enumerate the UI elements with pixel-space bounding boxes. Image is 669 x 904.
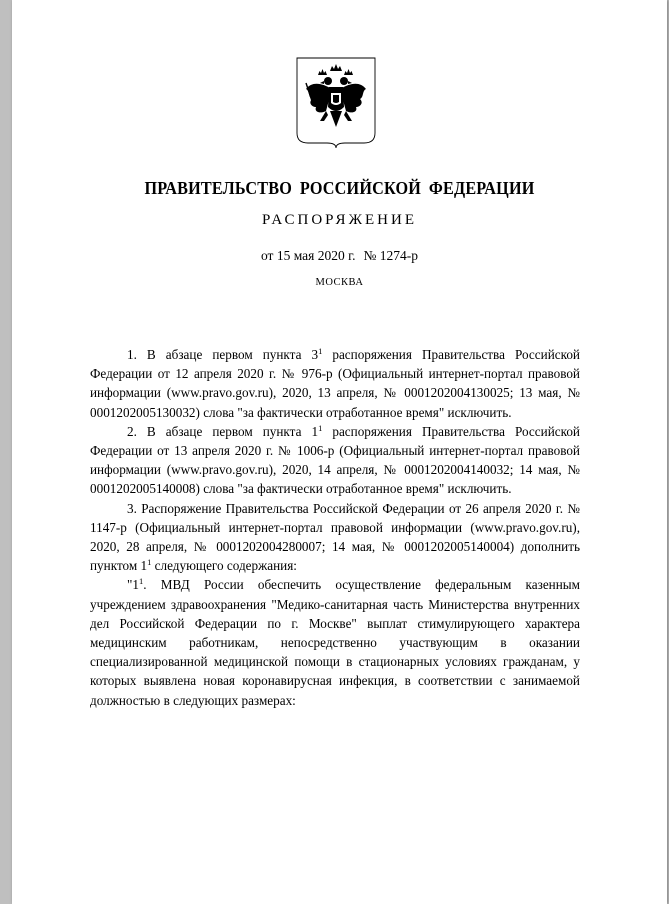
document-type: РАСПОРЯЖЕНИЕ — [261, 212, 417, 228]
coat-of-arms-icon — [296, 57, 376, 149]
paragraph-1: 1. В абзаце первом пункта $3^1$ распоряжения Правительства Российской Федерации от 12 апреля 2020 г. № 976-р (Официальный интернет-портал правовой информации (www.pravo.gov.ru), 2020, 13 апреля, № 0001202004130025; 13 мая, № 0001202005130032) слова "за фактически отработанное время" исключить. — [90, 346, 580, 420]
date-line — [12, 248, 667, 264]
paragraph-3: 3. Распоряжение Правительства Российской Федерации от 26 апреля 2020 г. № 1147-р (Официальный интернет-портал правовой информации (www.pravo.gov.ru), 2020, 28 апреля, № 0001202004280007; 14 мая, № 0001202005140004) дополнить пунктом $1^1$ следующего содержания: — [90, 500, 580, 574]
city-name: МОСКВА — [315, 277, 364, 288]
order-number: № 1274-р — [363, 248, 419, 263]
document-page — [12, 0, 667, 904]
government-title: ПРАВИТЕЛЬСТВО РОССИЙСКОЙ ФЕДЕРАЦИИ — [144, 178, 535, 198]
paragraph-4: "$1^1$. МВД России обеспечить осуществление федеральным казенным учреждением здравоохранения "Медико-санитарная часть Министерства внутренних дел Российской Федерации по г. Москве" выплат стимулирующего характера медицинским работникам, непосредственно участвующим в оказании специализированной медицинской помощи в стационарных условиях гражданам, у которых выявлена новая коронавирусная инфекция, в соответствии с занимаемой должностью в следующих размерах: — [90, 576, 580, 708]
order-date: от 15 мая 2020 г. — [260, 248, 356, 263]
document-body — [90, 345, 580, 710]
emblem-frame — [296, 57, 376, 149]
paragraph-2: 2. В абзаце первом пункта $1^1$ распоряжения Правительства Российской Федерации от 13 апреля 2020 г. № 1006-р (Официальный интернет-портал правовой информации (www.pravo.gov.ru), 2020, 14 апреля, № 0001202004140032; 14 мая, № 0001202005140008) слова "за фактически отработанное время" исключить. — [90, 422, 580, 497]
